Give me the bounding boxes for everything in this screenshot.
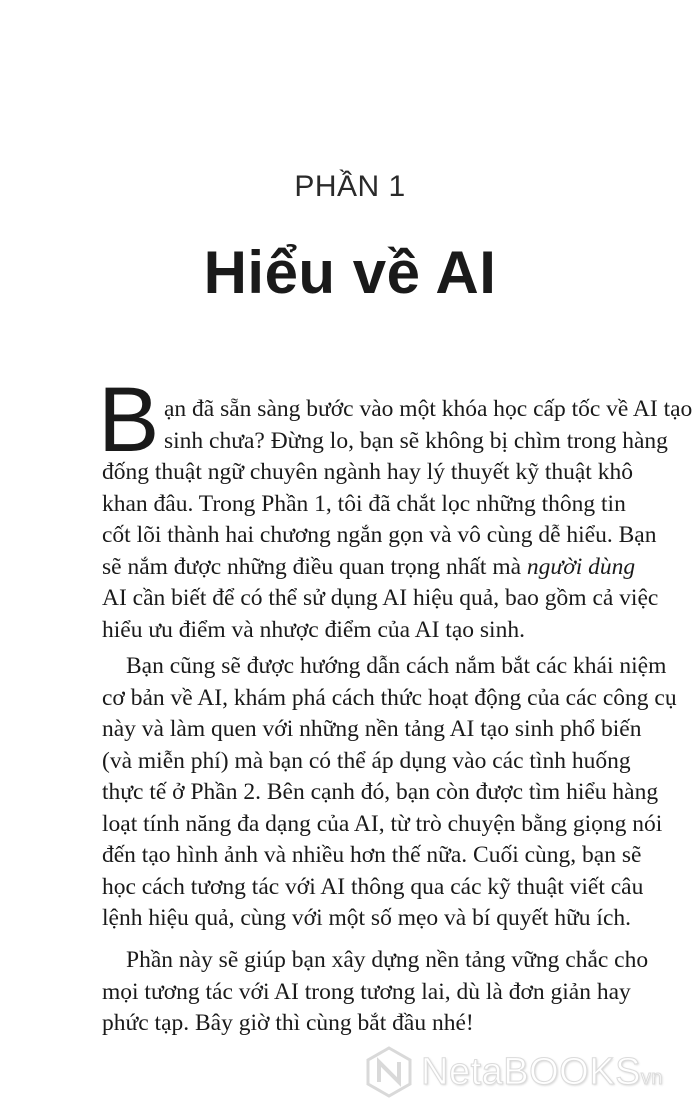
text-line: loạt tính năng đa dạng của AI, từ trò chuyện bằng giọng nói	[102, 810, 663, 837]
text-line: AI cần biết để có thể sử dụng AI hiệu quả, bao gồm cả việc	[102, 585, 659, 611]
watermark-suffix: vn	[640, 1066, 664, 1089]
text-line: ạn đã sẵn sàng bước vào một khóa học cấp tốc về AI tạo	[164, 396, 693, 422]
paragraph-3	[102, 945, 649, 1040]
text-line	[102, 552, 636, 584]
text-line: cơ bản về AI, khám phá cách thức hoạt động của các công cụ	[102, 684, 677, 711]
text-line: hiểu ưu điểm và nhược điểm của AI tạo sinh.	[102, 616, 525, 643]
text-line: đến tạo hình ảnh và nhiều hơn thế nữa. Cuối cùng, bạn sẽ	[102, 842, 642, 868]
text-line: này và làm quen với những nền tảng AI tạo sinh phổ biến	[102, 716, 642, 742]
text-line: Bạn cũng sẽ được hướng dẫn cách nắm bắt các khái niệm	[126, 653, 667, 679]
watermark-text	[421, 1051, 663, 1094]
text-line: sinh chưa? Đừng lo, bạn sẽ không bị chìm trong hàng	[164, 427, 668, 454]
text-line: đống thuật ngữ chuyên ngành hay lý thuyết kỹ thuật khô	[102, 459, 633, 485]
text-line: (và miễn phí) mà bạn có thể áp dụng vào các tình huống	[102, 747, 631, 774]
watermark-brand: NetaBOOKS	[421, 1050, 641, 1093]
text-line: phức tạp. Bây giờ thì cùng bắt đầu nhé!	[102, 1010, 474, 1036]
text-line: thực tế ở Phần 2. Bên cạnh đó, bạn còn được tìm hiểu hàng	[102, 779, 659, 805]
paragraph-1	[102, 394, 693, 646]
text-line: Phần này sẽ giúp bạn xây dựng nền tảng vững chắc cho	[126, 947, 649, 973]
part-label: PHẦN 1	[294, 170, 406, 203]
paragraph-2	[102, 651, 677, 935]
drop-cap: B	[98, 369, 160, 471]
italic-term: người dùng	[526, 553, 636, 580]
text-segment: sẽ nắm được những điều quan trọng nhất mà	[102, 553, 527, 580]
chapter-title: Hiểu về AI	[203, 239, 497, 306]
text-line: mọi tương tác với AI trong tương lai, dù là đơn giản hay	[102, 978, 631, 1005]
text-line: khan đâu. Trong Phần 1, tôi đã chắt lọc những thông tin	[102, 490, 626, 517]
netabooks-logo-icon	[365, 1046, 413, 1098]
text-line: cốt lõi thành hai chương ngắn gọn và vô cùng dễ hiểu. Bạn	[102, 522, 657, 548]
text-line: học cách tương tác với AI thông qua các kỹ thuật viết câu	[102, 873, 644, 900]
netabooks-watermark	[365, 1046, 663, 1098]
text-line: lệnh hiệu quả, cùng với một số mẹo và bí quyết hữu ích.	[102, 905, 632, 931]
